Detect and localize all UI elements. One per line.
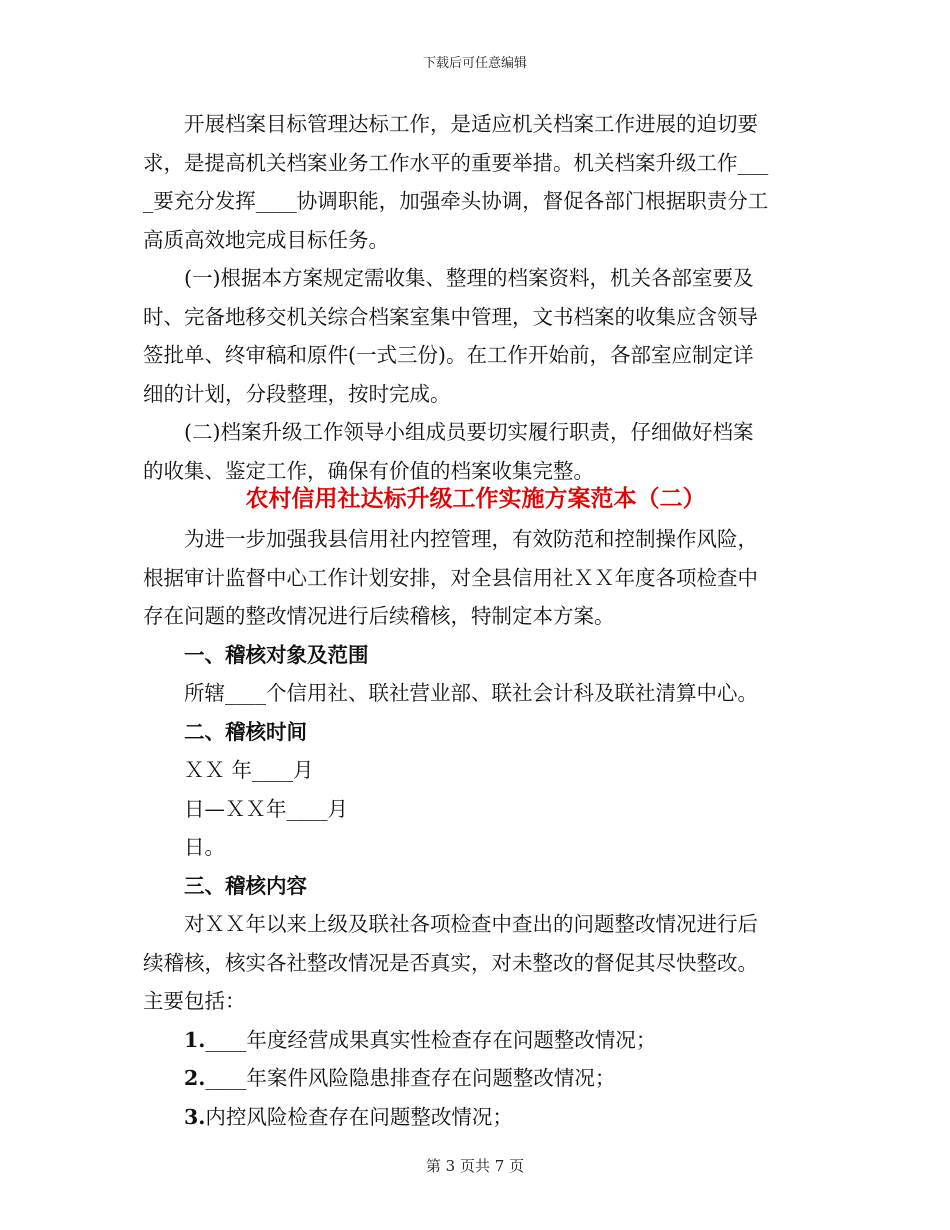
heading-content: 三、稽核内容 — [184, 873, 307, 898]
paragraph-line: 对ＸＸ年以来上级及联社各项检查中查出的问题整改情况进行后 — [184, 912, 758, 936]
paragraph-line: 的收集、鉴定工作，确保有价值的档案收集完整。 — [143, 458, 594, 483]
list-item-text: ____年案件风险隐患排查存在问题整改情况； — [205, 1066, 616, 1090]
paragraph-line: _要充分发挥____协调职能，加强牵头协调，督促各部门根据职责分工 — [143, 189, 769, 213]
page-header: 下载后可任意编辑 — [422, 56, 527, 71]
list-item-number: 2. — [184, 1066, 206, 1090]
paragraph-line: 开展档案目标管理达标工作，是适应机关档案工作进展的迫切要 — [184, 112, 758, 136]
time-line: ＸＸ 年____月 — [184, 758, 314, 782]
list-item-number: 1. — [184, 1027, 206, 1052]
paragraph-line: 细的计划，分段整理，按时完成。 — [143, 381, 451, 406]
paragraph-line: (一)根据本方案规定需收集、整理的档案资料，机关各部室要及 — [184, 266, 754, 290]
heading-scope: 一、稽核对象及范围 — [184, 642, 369, 667]
paragraph-line: (二)档案升级工作领导小组成员要切实履行职责，仔细做好档案 — [184, 420, 754, 444]
list-item — [143, 1021, 808, 1060]
paragraph-line: 高质高效地完成目标任务。 — [143, 227, 389, 252]
paragraph-line: 求，是提高机关档案业务工作水平的重要举措。机关档案升级工作___ — [143, 150, 769, 175]
list-item-text: ____年度经营成果真实性检查存在问题整改情况； — [205, 1027, 657, 1052]
page-footer: 第 3 页共 7 页 — [425, 1157, 525, 1175]
scope-text: 所辖____个信用社、联社营业部、联社会计科及联社清算中心。 — [184, 681, 758, 705]
list-item — [143, 1059, 808, 1098]
list-item-text: 内控风险检查存在问题整改情况； — [205, 1104, 513, 1129]
time-line: 日。 — [184, 835, 225, 859]
paragraph-line: 存在问题的整改情况进行后续稽核，特制定本方案。 — [143, 604, 615, 628]
section-2-body — [143, 520, 808, 1136]
list-item-number: 3. — [184, 1104, 206, 1129]
time-line: 日—ＸＸ年____月 — [184, 796, 348, 821]
section-1-body — [143, 105, 808, 490]
paragraph-line: 根据审计监督中心工作计划安排，对全县信用社ＸＸ年度各项检查中 — [143, 565, 758, 590]
list-item — [143, 1098, 808, 1137]
section-title: 农村信用社达标升级工作实施方案范本（二） — [245, 486, 706, 512]
paragraph-line: 签批单、终审稿和原件(一式三份)。在工作开始前，各部室应制定详 — [143, 343, 754, 367]
paragraph-line: 时、完备地移交机关综合档案室集中管理，文书档案的收集应含领导 — [143, 304, 758, 329]
heading-time: 二、稽核时间 — [184, 719, 307, 744]
paragraph-line: 主要包括： — [143, 989, 246, 1013]
paragraph-line: 为进一步加强我县信用社内控管理，有效防范和控制操作风险， — [184, 527, 758, 551]
paragraph-line: 续稽核，核实各社整改情况是否真实，对未整改的督促其尽快整改。 — [143, 950, 758, 975]
